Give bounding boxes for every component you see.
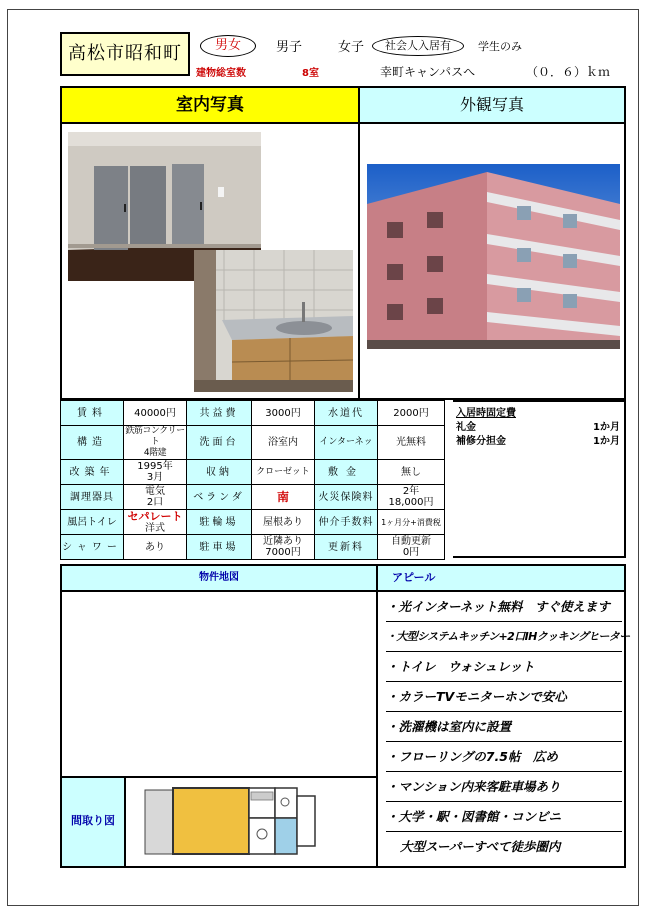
value-fire-insurance: 2年 18,000円 — [378, 485, 445, 510]
label-structure: 構造 — [61, 426, 124, 460]
label-cooking: 調理器具 — [61, 485, 124, 510]
floorplan-label: 間取り図 — [60, 778, 126, 868]
gender-option-female: 女子 — [338, 40, 365, 55]
label-water: 水道代 — [315, 401, 378, 426]
appeal-item: ・大型システムキッチン+2口IHクッキングヒーター — [386, 622, 622, 652]
table-row — [61, 401, 445, 426]
value-shower: あり — [124, 535, 187, 560]
label-balcony: ベランダ — [187, 485, 252, 510]
appeal-item: ・光インターネット無料 すぐ使えます — [386, 592, 622, 622]
appeal-item: ・マンション内来客駐車場あり — [386, 772, 622, 802]
appeal-panel — [378, 592, 630, 868]
repair-share-value: 1か月 — [593, 436, 620, 447]
appeal-item: ・トイレ ウォシュレット — [386, 652, 622, 682]
move-in-costs-box — [453, 400, 626, 558]
gender-option-male: 男子 — [276, 40, 303, 55]
label-rent: 賃料 — [61, 401, 124, 426]
table-row — [61, 485, 445, 510]
value-renewal-fee: 自動更新 0円 — [378, 535, 445, 560]
appeal-heading: アピール — [378, 564, 626, 592]
value-brokerage-fee: 1ヶ月分+消費税 — [378, 510, 445, 535]
appeal-item: ・洗濯機は室内に設置 — [386, 712, 622, 742]
interior-kitchen-photo — [194, 250, 353, 392]
table-row — [61, 510, 445, 535]
value-bicycle-parking: 屋根あり — [252, 510, 315, 535]
label-storage: 収納 — [187, 460, 252, 485]
appeal-item: ・カラーTVモニターホンで安心 — [386, 682, 622, 712]
campus-distance: （０．６）ｋｍ — [526, 65, 611, 79]
value-storage: クローゼット — [252, 460, 315, 485]
map-heading: 物件地図 — [60, 564, 378, 592]
floorplan-drawing — [143, 784, 323, 858]
floorplan-panel — [126, 778, 378, 868]
value-car-parking: 近隣あり 7000円 — [252, 535, 315, 560]
label-brokerage-fee: 仲介手数料 — [315, 510, 378, 535]
value-water: 2000円 — [378, 401, 445, 426]
key-money-label: 礼金 — [456, 422, 476, 433]
label-built-year: 改築年 — [61, 460, 124, 485]
value-washbasin: 浴室内 — [252, 426, 315, 460]
value-cooking: 電気 2口 — [124, 485, 187, 510]
appeal-item: ・大学・駅・図書館・コンビニ — [386, 802, 622, 832]
gender-option-students: 学生のみ — [478, 40, 522, 53]
value-internet: 光無料 — [378, 426, 445, 460]
label-deposit: 敷金 — [315, 460, 378, 485]
move-in-costs-title: 入居時固定費 — [456, 408, 516, 419]
map-area — [60, 592, 378, 778]
campus-label: 幸町キャンパスへ — [380, 65, 476, 79]
label-renewal-fee: 更新料 — [315, 535, 378, 560]
interior-photo-heading: 室内写真 — [60, 86, 360, 124]
gender-option-coed: 男女 — [200, 35, 256, 57]
value-rent: 40000円 — [124, 401, 187, 426]
total-rooms-value: 8室 — [302, 68, 319, 79]
table-row — [61, 460, 445, 485]
property-info-table — [60, 400, 445, 560]
label-bicycle-parking: 駐輪場 — [187, 510, 252, 535]
label-common-fee: 共益費 — [187, 401, 252, 426]
value-structure: 鉄筋コンクリート 4階建 — [125, 426, 185, 458]
label-fire-insurance: 火災保険料 — [315, 485, 378, 510]
value-common-fee: 3000円 — [252, 401, 315, 426]
exterior-building-photo — [367, 164, 620, 349]
label-car-parking: 駐車場 — [187, 535, 252, 560]
table-row — [61, 535, 445, 560]
repair-share-label: 補修分担金 — [456, 436, 506, 447]
value-balcony: 南 — [252, 485, 315, 510]
value-bath-toilet: セパレート 洋式 — [124, 510, 187, 535]
appeal-item: ・フローリングの7.5帖 広め — [386, 742, 622, 772]
appeal-item: 大型スーパーすべて徒歩圏内 — [400, 839, 561, 854]
value-built-year: 1995年 3月 — [124, 460, 187, 485]
exterior-photo-heading: 外観写真 — [360, 86, 626, 124]
label-internet: インターネッ — [315, 426, 378, 460]
total-rooms-label: 建物総室数 — [196, 68, 246, 79]
label-shower: シャワー — [61, 535, 124, 560]
value-deposit: 無し — [378, 460, 445, 485]
page-title: 高松市昭和町 — [60, 32, 190, 76]
gender-option-working: 社会人入居有 — [372, 36, 464, 56]
table-row — [61, 426, 445, 460]
label-washbasin: 洗面台 — [187, 426, 252, 460]
label-bath-toilet: 風呂トイレ — [61, 510, 124, 535]
key-money-value: 1か月 — [593, 422, 620, 433]
